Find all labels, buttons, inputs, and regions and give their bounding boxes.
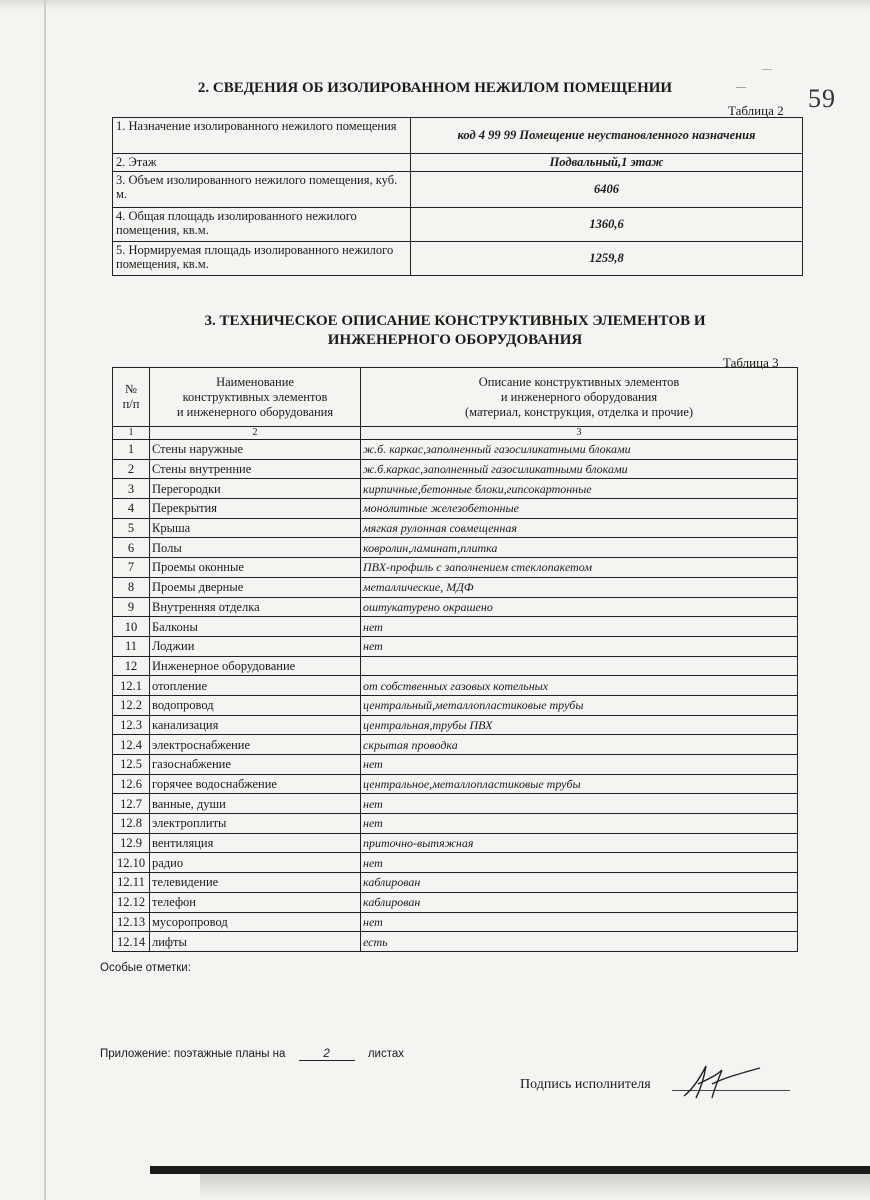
row-element-name: Перегородки: [150, 479, 361, 499]
row-element-name: радио: [150, 853, 361, 873]
row-value: Подвальный,1 этаж: [411, 154, 803, 172]
row-element-name: мусоропровод: [150, 912, 361, 932]
table-row: [113, 912, 798, 932]
column-index: 1: [113, 427, 150, 440]
row-number: 12.11: [113, 873, 150, 893]
table-row: [113, 735, 798, 755]
column-index-row: [113, 427, 798, 440]
table-header-row: [113, 368, 798, 427]
table-row: [113, 538, 798, 558]
row-element-name: Стены наружные: [150, 440, 361, 460]
row-value: 1259,8: [411, 242, 803, 276]
row-element-name: ванные, души: [150, 794, 361, 814]
row-description: мягкая рулонная совмещенная: [361, 518, 798, 538]
row-description: ж.б.каркас,заполненный газосиликатными блоками: [361, 459, 798, 479]
table-row: [113, 656, 798, 676]
row-element-name: Полы: [150, 538, 361, 558]
row-number: 2: [113, 459, 150, 479]
appendix-line: [100, 1048, 404, 1061]
row-element-name: отопление: [150, 676, 361, 696]
row-description: нет: [361, 794, 798, 814]
row-description: нет: [361, 912, 798, 932]
table-row: [113, 459, 798, 479]
header-number: [113, 368, 150, 427]
row-description: монолитные железобетонные: [361, 499, 798, 519]
row-element-name: лифты: [150, 932, 361, 952]
row-number: 9: [113, 597, 150, 617]
table-row: [113, 479, 798, 499]
row-element-name: Проемы оконные: [150, 558, 361, 578]
row-description: каблирован: [361, 892, 798, 912]
row-description: [361, 656, 798, 676]
appendix-prefix: Приложение: поэтажные планы на: [100, 1048, 286, 1060]
header-description: [361, 368, 798, 427]
row-description: нет: [361, 636, 798, 656]
table-row: [113, 440, 798, 460]
appendix-suffix: листах: [367, 1048, 404, 1060]
row-description: оштукатурено окрашено: [361, 597, 798, 617]
row-number: 3: [113, 479, 150, 499]
handwritten-signature: [676, 1060, 766, 1100]
table3-caption: Таблица 3: [723, 355, 779, 370]
table-row: [113, 814, 798, 834]
row-value: код 4 99 99 Помещение неустановленного назначения: [411, 118, 803, 154]
section3-title-line1: 3. ТЕХНИЧЕСКОЕ ОПИСАНИЕ КОНСТРУКТИВНЫХ ЭЛЕМЕНТОВ И: [204, 313, 706, 329]
signature-label: Подпись исполнителя: [520, 1077, 651, 1092]
row-description: есть: [361, 932, 798, 952]
row-element-name: телефон: [150, 892, 361, 912]
row-element-name: горячее водоснабжение: [150, 774, 361, 794]
row-description: ж.б. каркас,заполненный газосиликатными блоками: [361, 440, 798, 460]
table2-caption: Таблица 2: [728, 103, 784, 118]
special-notes-label: Особые отметки:: [100, 962, 191, 974]
row-description: каблирован: [361, 873, 798, 893]
table-row: [113, 558, 798, 578]
row-number: 5: [113, 518, 150, 538]
row-number: 12.9: [113, 833, 150, 853]
row-label: 4. Общая площадь изолированного нежилого помещения, кв.м.: [113, 208, 411, 242]
row-label: 2. Этаж: [113, 154, 411, 172]
section2-title: 2. СВЕДЕНИЯ ОБ ИЗОЛИРОВАННОМ НЕЖИЛОМ ПОМЕЩЕНИИ: [197, 80, 673, 96]
row-description: кирпичные,бетонные блоки,гипсокартонные: [361, 479, 798, 499]
row-number: 12.2: [113, 695, 150, 715]
construction-elements-table: [112, 367, 798, 952]
row-element-name: Инженерное оборудование: [150, 656, 361, 676]
header-number-line1: №: [125, 382, 137, 396]
row-element-name: водопровод: [150, 695, 361, 715]
row-number: 12.10: [113, 853, 150, 873]
row-element-name: вентиляция: [150, 833, 361, 853]
column-index: 2: [150, 427, 361, 440]
table-row: [113, 833, 798, 853]
table-row: [113, 892, 798, 912]
row-description: центральный,металлопластиковые трубы: [361, 695, 798, 715]
row-description: приточно-вытяжная: [361, 833, 798, 853]
table-row: [113, 617, 798, 637]
table-row: [113, 873, 798, 893]
row-number: 8: [113, 577, 150, 597]
row-description: нет: [361, 814, 798, 834]
page-fold-line: [44, 0, 46, 1200]
table-row: [113, 794, 798, 814]
row-number: 6: [113, 538, 150, 558]
table-row: [113, 695, 798, 715]
row-element-name: газоснабжение: [150, 755, 361, 775]
header-name-line2: конструктивных элементов: [182, 389, 328, 404]
table-row: [113, 208, 803, 242]
row-number: 12.6: [113, 774, 150, 794]
scan-top-shadow: [0, 0, 870, 10]
row-number: 7: [113, 558, 150, 578]
premises-info-table: [112, 117, 803, 276]
row-description: ковролин,ламинат,плитка: [361, 538, 798, 558]
row-description: нет: [361, 853, 798, 873]
column-index: 3: [361, 427, 798, 440]
row-description: ПВХ-профиль с заполнением стеклопакетом: [361, 558, 798, 578]
scan-bottom-shadow: [200, 1174, 870, 1200]
appendix-sheet-count: 2: [299, 1048, 355, 1061]
row-number: 12.5: [113, 755, 150, 775]
row-value: 1360,6: [411, 208, 803, 242]
row-number: 1: [113, 440, 150, 460]
header-name: [150, 368, 361, 427]
header-desc-line3: (материал, конструкция, отделка и прочие): [464, 404, 694, 419]
table-row: [113, 172, 803, 208]
row-description: нет: [361, 755, 798, 775]
row-description: центральное,металлопластиковые трубы: [361, 774, 798, 794]
row-label: 1. Назначение изолированного нежилого помещения: [113, 118, 411, 154]
row-number: 12.8: [113, 814, 150, 834]
row-element-name: канализация: [150, 715, 361, 735]
row-element-name: Перекрытия: [150, 499, 361, 519]
section3-title-line2: ИНЖЕНЕРНОГО ОБОРУДОВАНИЯ: [327, 332, 583, 348]
table-row: [113, 715, 798, 735]
table-row: [113, 636, 798, 656]
section3-title: [150, 312, 760, 350]
row-number: 10: [113, 617, 150, 637]
row-element-name: Стены внутренние: [150, 459, 361, 479]
page-number: 59: [808, 84, 836, 113]
table-row: [113, 499, 798, 519]
row-element-name: Балконы: [150, 617, 361, 637]
row-number: 4: [113, 499, 150, 519]
scan-mark: —: [762, 64, 772, 75]
header-number-line2: п/п: [122, 397, 140, 411]
row-element-name: Внутренняя отделка: [150, 597, 361, 617]
row-description: нет: [361, 617, 798, 637]
header-name-line3: и инженерного оборудования: [176, 404, 334, 419]
row-label: 5. Нормируемая площадь изолированного нежилого помещения, кв.м.: [113, 242, 411, 276]
scan-bottom-edge: [150, 1166, 870, 1174]
row-number: 12: [113, 656, 150, 676]
table-row: [113, 242, 803, 276]
table-row: [113, 676, 798, 696]
row-number: 12.14: [113, 932, 150, 952]
table-row: [113, 932, 798, 952]
table-row: [113, 518, 798, 538]
row-element-name: Лоджии: [150, 636, 361, 656]
table-row: [113, 853, 798, 873]
row-description: металлические, МДФ: [361, 577, 798, 597]
row-description: от собственных газовых котельных: [361, 676, 798, 696]
table-row: [113, 755, 798, 775]
header-desc-line1: Описание конструктивных элементов: [478, 374, 680, 389]
row-number: 12.12: [113, 892, 150, 912]
row-number: 11: [113, 636, 150, 656]
row-description: центральная,трубы ПВХ: [361, 715, 798, 735]
header-name-line1: Наименование: [216, 374, 294, 389]
header-desc-line2: и инженерного оборудования: [500, 389, 658, 404]
row-element-name: Проемы дверные: [150, 577, 361, 597]
row-number: 12.7: [113, 794, 150, 814]
row-description: скрытая проводка: [361, 735, 798, 755]
row-element-name: Крыша: [150, 518, 361, 538]
row-element-name: телевидение: [150, 873, 361, 893]
scan-mark: —: [736, 82, 746, 93]
row-number: 12.1: [113, 676, 150, 696]
row-number: 12.3: [113, 715, 150, 735]
table-row: [113, 118, 803, 154]
table-row: [113, 774, 798, 794]
row-value: 6406: [411, 172, 803, 208]
row-number: 12.4: [113, 735, 150, 755]
row-element-name: электроплиты: [150, 814, 361, 834]
table-row: [113, 597, 798, 617]
table-row: [113, 154, 803, 172]
table-row: [113, 577, 798, 597]
row-label: 3. Объем изолированного нежилого помещения, куб. м.: [113, 172, 411, 208]
row-number: 12.13: [113, 912, 150, 932]
row-element-name: электроснабжение: [150, 735, 361, 755]
